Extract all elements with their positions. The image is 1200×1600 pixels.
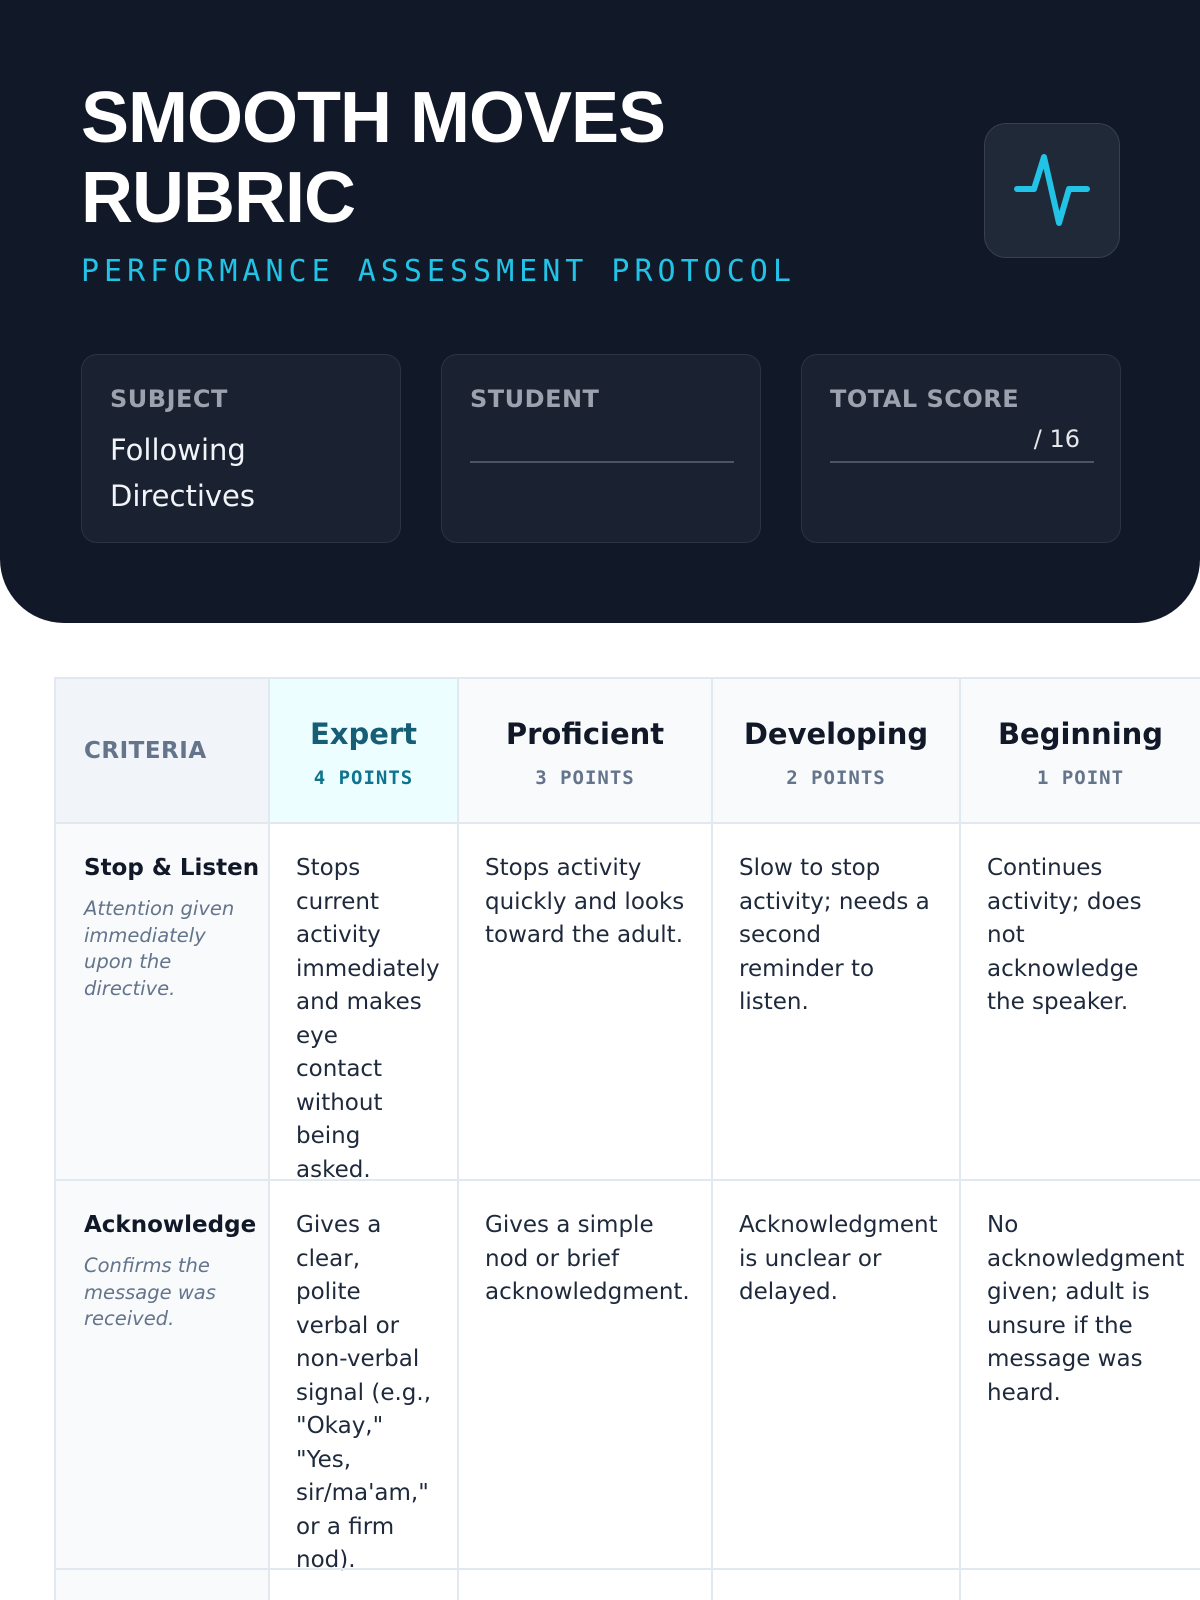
level-description: Gives a clear, polite verbal or non-verbal signal (e.g., "Okay," "Yes, sir/ma'am," or a firm nod).	[296, 1212, 432, 1573]
criterion-cell	[54, 1179, 268, 1568]
level-description: Gives a simple nod or brief acknowledgment.	[485, 1212, 690, 1305]
total-score-card	[801, 354, 1121, 543]
level-name: Developing	[743, 716, 929, 751]
level-description: Acknowledgment is unclear or delayed.	[739, 1212, 938, 1305]
criteria-header: CRITERIA	[84, 737, 207, 764]
criterion-name: Stop & Listen	[84, 855, 260, 881]
level-header-expert	[268, 677, 457, 822]
rubric-table	[54, 677, 1200, 1600]
rubric-cell-expert[interactable]	[268, 1568, 457, 1600]
total-score-suffix: / 16	[1033, 425, 1080, 453]
student-label: STUDENT	[470, 385, 600, 413]
level-description: Continues activity; does not acknowledge the speaker.	[987, 855, 1142, 1015]
total-score-label: TOTAL SCORE	[830, 385, 1020, 413]
level-points: 1 POINT	[1036, 766, 1125, 789]
level-header-proficient	[457, 677, 711, 822]
level-name: Expert	[309, 716, 418, 751]
subject-label: SUBJECT	[110, 385, 228, 413]
level-header-developing	[711, 677, 959, 822]
table-row	[54, 1179, 1200, 1573]
criterion-name: Acknowledge	[84, 1212, 257, 1238]
page-subtitle: PERFORMANCE ASSESSMENT PROTOCOL	[81, 254, 796, 289]
criterion-description: Confirms the message was received.	[84, 1254, 216, 1330]
logo-badge	[984, 123, 1120, 258]
table-row	[54, 822, 1200, 1183]
level-name: Beginning	[997, 716, 1164, 751]
header-banner	[0, 0, 1200, 623]
rubric-cell-beginning[interactable]	[959, 822, 1200, 1179]
criterion-cell	[54, 822, 268, 1179]
rubric-cell-proficient[interactable]	[457, 822, 711, 1179]
level-points: 3 POINTS	[535, 766, 635, 789]
criteria-header-cell	[54, 677, 268, 822]
level-description: Slow to stop activity; needs a second reminder to listen.	[739, 855, 930, 1015]
rubric-cell-beginning[interactable]	[959, 1179, 1200, 1568]
rubric-cell-proficient[interactable]	[457, 1179, 711, 1568]
rubric-cell-developing[interactable]	[711, 1179, 959, 1568]
level-description: Stops current activity immediately and makes eye contact without being asked.	[296, 855, 440, 1183]
total-score-underline	[830, 461, 1094, 463]
table-header-row	[54, 677, 1200, 822]
level-points: 4 POINTS	[313, 766, 414, 789]
level-name: Proficient	[505, 716, 665, 751]
level-description: No acknowledgment given; adult is unsure if the message was heard.	[987, 1212, 1185, 1406]
rubric-cell-expert[interactable]	[268, 822, 457, 1183]
level-header-beginning	[959, 677, 1200, 822]
rubric-cell-expert[interactable]	[268, 1179, 457, 1573]
rubric-cell-proficient[interactable]	[457, 1568, 711, 1600]
level-description: Stops activity quickly and looks toward the adult.	[485, 855, 685, 948]
rubric-cell-developing[interactable]	[711, 822, 959, 1179]
criterion-description: Attention given immediately upon the directive.	[84, 897, 235, 1000]
student-card	[441, 354, 761, 543]
subject-card	[81, 354, 401, 543]
table-row	[54, 1568, 1200, 1600]
rubric-cell-beginning[interactable]	[959, 1568, 1200, 1600]
criterion-cell	[54, 1568, 268, 1600]
page-title: SMOOTH MOVES RUBRIC	[81, 78, 666, 238]
subject-value: Following Directives	[110, 433, 255, 513]
student-underline	[470, 461, 734, 463]
level-points: 2 POINTS	[786, 766, 886, 789]
rubric-cell-developing[interactable]	[711, 1568, 959, 1600]
activity-pulse-icon	[1014, 153, 1090, 229]
